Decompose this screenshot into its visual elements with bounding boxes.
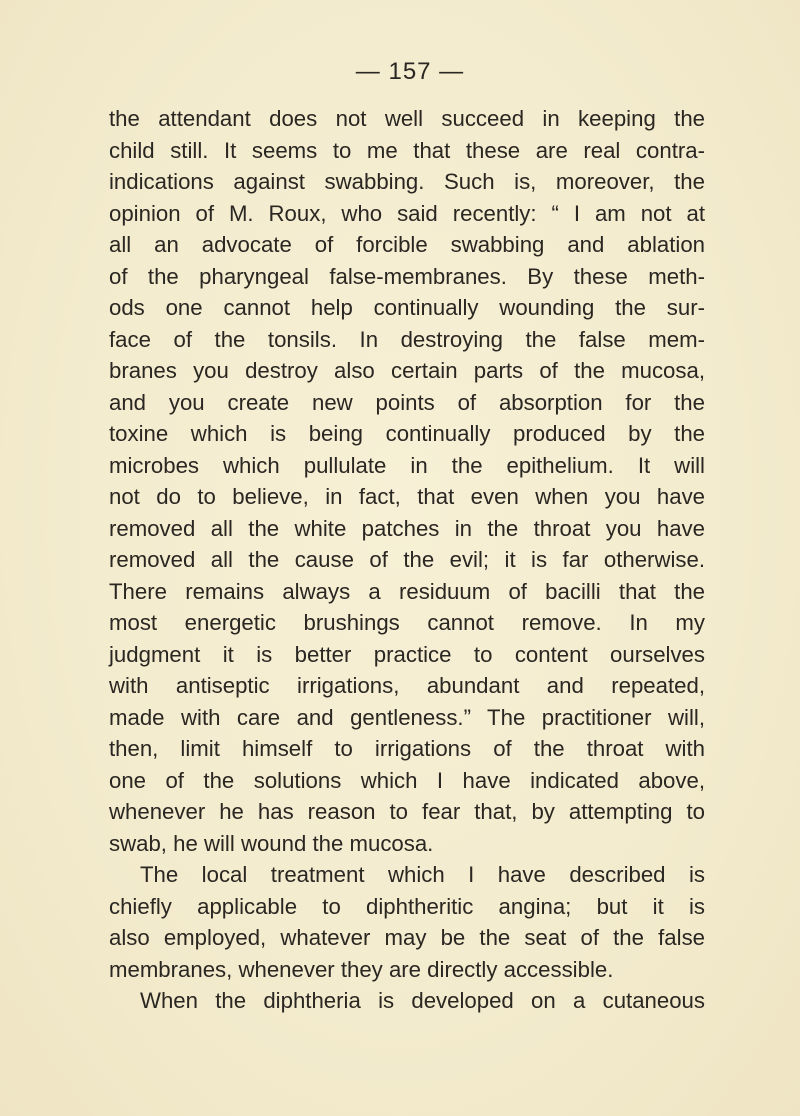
text-line: one of the solutions which I have indicated above, [109,767,705,793]
text-line: toxine which is being continually produced by the [109,421,705,446]
text-line: indications against swabbing. Such is, moreover, the [109,169,705,194]
page-number: — 157 — [355,58,465,85]
text-line: There remains always a residuum of bacilli that the [109,578,705,604]
paragraph-end-line: swab, he will wound the mucosa. [109,830,434,856]
text-line: the attendant does not well succeed in keeping the [109,106,705,131]
text-line: made with care and gentleness.” The practitioner will, [109,704,705,730]
body-text [109,103,705,1017]
text-line: removed all the white patches in the throat you have [109,515,705,541]
text-line: whenever he has reason to fear that, by attempting to [109,799,705,824]
text-line: most energetic brushings cannot remove. In my [109,610,705,635]
text-line: all an advocate of forcible swabbing and ablation [109,232,705,257]
text-line: of the pharyngeal false-membranes. By these meth- [109,263,705,289]
paragraph-start-line: When the diphtheria is developed on a cutaneous [140,988,705,1013]
text-line: removed all the cause of the evil; it is far otherwise. [109,547,705,572]
text-line: with antiseptic irrigations, abundant and repeated, [109,673,705,698]
text-line: also employed, whatever may be the seat of the false [109,925,705,950]
paragraph-start-line: The local treatment which I have described is [140,862,705,887]
text-line: ods one cannot help continually wounding the sur- [109,295,705,320]
text-line: not do to believe, in fact, that even when you have [109,484,705,509]
text-line: microbes which pullulate in the epithelium. It will [109,452,705,478]
text-line: judgment it is better practice to content ourselves [109,641,705,667]
paragraph-end-line: membranes, whenever they are directly accessible. [109,956,614,982]
text-line: and you create new points of absorption for the [109,389,705,415]
text-line: child still. It seems to me that these are real contra- [109,137,705,163]
text-line: branes you destroy also certain parts of the mucosa, [109,358,705,383]
text-line: face of the tonsils. In destroying the false mem- [109,326,705,352]
text-line: chiefly applicable to diphtheritic angina; but it is [109,893,705,919]
text-line: then, limit himself to irrigations of the throat with [109,736,705,761]
text-line: opinion of M. Roux, who said recently: “ I am not at [109,200,705,226]
